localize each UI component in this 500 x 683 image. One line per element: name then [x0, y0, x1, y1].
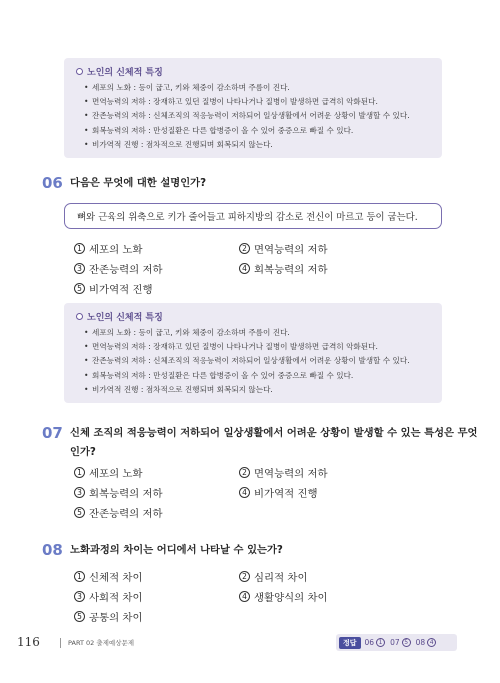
option-mark: 2 [239, 243, 250, 254]
answer-option[interactable] [74, 569, 239, 584]
note-line-text: 회복능력의 저하 : 만성질환은 다른 합병증이 올 수 있어 중증으로 빠질 수 있다. [92, 125, 354, 135]
answer-option[interactable] [74, 241, 239, 256]
note-title-text: 노인의 신체적 특징 [87, 313, 163, 323]
answer-options-06 [74, 238, 404, 298]
option-mark: 3 [74, 263, 85, 274]
note-title [76, 65, 432, 78]
answer-key-item [365, 638, 386, 647]
option-mark: 5 [74, 283, 85, 294]
answer-a: 4 [427, 638, 436, 647]
part-label: PART 02 출제예상문제 [68, 639, 135, 647]
option-text: 사회적 차이 [89, 591, 143, 604]
option-mark: 4 [239, 591, 250, 602]
note-line: • 비가역적 진행 : 점차적으로 진행되며 회복되지 않는다. [76, 383, 432, 397]
note-line: • 잔존능력의 저하 : 신체조직의 적응능력이 저하되어 일상생활에서 어려운 상황이 발생할 수 있다. [76, 109, 432, 123]
note-line: • 회복능력의 저하 : 만성질환은 다른 합병증이 올 수 있어 중증으로 빠질 수 있다. [76, 124, 432, 138]
question-text: 다음은 무엇에 대한 설명인가? [70, 177, 207, 189]
note-line-text: 잔존능력의 저하 : 신체조직의 적응능력이 저하되어 일상생활에서 어려운 상황이 발생할 수 있다. [92, 111, 410, 121]
footer-divider [60, 638, 61, 648]
note-line: • 회복능력의 저하 : 만성질환은 다른 합병증이 올 수 있어 중증으로 빠질 수 있다. [76, 369, 432, 383]
note-line: • 잔존능력의 저하 : 신체조직의 적응능력이 저하되어 일상생활에서 어려운 상황이 발생할 수 있다. [76, 354, 432, 368]
question-06 [42, 174, 206, 193]
answer-option[interactable] [239, 241, 404, 256]
answer-option[interactable] [239, 485, 404, 500]
answer-a: 5 [402, 638, 411, 647]
note-title-text: 노인의 신체적 특징 [87, 68, 163, 78]
answer-option[interactable] [74, 505, 256, 520]
option-mark: 1 [74, 467, 85, 478]
option-mark: 1 [74, 571, 85, 582]
note-line: • 비가역적 진행 : 점차적으로 진행되며 회복되지 않는다. [76, 138, 432, 152]
question-number: 08 [42, 541, 63, 559]
note-line: • 면역능력의 저하 : 장재하고 있던 질병이 나타나거나 질병이 발생하면 급격히 악화된다. [76, 95, 432, 109]
note-line-text: 잔존능력의 저하 : 신체조직의 적응능력이 저하되어 일상생활에서 어려운 상황이 발생할 수 있다. [92, 356, 410, 366]
note-line: • 세포의 노화 : 등이 굽고, 키와 체중이 감소하며 주름이 진다. [76, 81, 432, 95]
option-text: 잔존능력의 저하 [89, 263, 163, 276]
option-mark: 5 [74, 611, 85, 622]
answer-option[interactable] [74, 589, 239, 604]
option-text: 잔존능력의 저하 [89, 507, 163, 520]
option-mark: 2 [239, 571, 250, 582]
note-line-text: 비가역적 진행 : 점차적으로 진행되며 회복되지 않는다. [92, 384, 273, 394]
question-text-cont: 인가? [70, 446, 96, 458]
question-number: 06 [42, 174, 63, 192]
option-mark: 4 [239, 263, 250, 274]
answer-option[interactable] [239, 589, 404, 604]
option-text: 비가역적 진행 [89, 283, 153, 296]
option-mark: 3 [74, 591, 85, 602]
answer-option[interactable] [74, 281, 256, 296]
option-text: 세포의 노화 [89, 243, 143, 256]
option-text: 면역능력의 저하 [254, 243, 328, 256]
option-text: 회복능력의 저하 [89, 487, 163, 500]
answer-key-bar [336, 634, 457, 651]
answer-option[interactable] [74, 465, 239, 480]
option-mark: 5 [74, 507, 85, 518]
note-box-mid [64, 303, 442, 403]
answer-key-item [416, 638, 437, 647]
note-title [76, 310, 432, 323]
question-stem-box [64, 203, 442, 229]
option-text: 공통의 차이 [89, 611, 143, 624]
circle-bullet-icon [76, 68, 83, 75]
answer-options-07 [74, 462, 404, 522]
question-stem-text: 뼈와 근육의 위축으로 키가 줄어들고 피하지방의 감소로 전신이 마르고 등이 굽는다. [77, 212, 418, 223]
option-text: 신체적 차이 [89, 571, 143, 584]
question-text: 노화과정의 차이는 어디에서 나타날 수 있는가? [70, 544, 283, 556]
answer-key-item [390, 638, 411, 647]
question-07 [42, 424, 477, 462]
option-text: 비가역적 진행 [254, 487, 318, 500]
answer-q: 07 [390, 638, 400, 647]
answer-option[interactable] [74, 609, 256, 624]
note-line-text: 면역능력의 저하 : 장재하고 있던 질병이 나타나거나 질병이 발생하면 급격히 악화된다. [92, 97, 378, 107]
option-text: 심리적 차이 [254, 571, 308, 584]
note-line-text: 세포의 노화 : 등이 굽고, 키와 체중이 감소하며 주름이 진다. [92, 328, 290, 337]
option-text: 세포의 노화 [89, 467, 143, 480]
question-number: 07 [42, 424, 63, 442]
option-mark: 2 [239, 467, 250, 478]
note-box-top [64, 58, 442, 158]
note-line-text: 비가역적 진행 : 점차적으로 진행되며 회복되지 않는다. [92, 139, 273, 149]
answer-option[interactable] [74, 485, 239, 500]
option-text: 생활양식의 차이 [254, 591, 328, 604]
answer-q: 08 [415, 638, 426, 647]
answer-option[interactable] [239, 465, 404, 480]
note-line-text: 세포의 노화 : 등이 굽고, 키와 체중이 감소하며 주름이 진다. [92, 83, 290, 92]
answer-option[interactable] [239, 261, 404, 276]
option-mark: 3 [74, 487, 85, 498]
page-footer [17, 634, 480, 654]
option-mark: 1 [74, 243, 85, 254]
page-number: 116 [17, 635, 40, 649]
circle-bullet-icon [76, 313, 83, 320]
option-text: 회복능력의 저하 [254, 263, 328, 276]
answer-q: 06 [364, 638, 375, 647]
answer-option[interactable] [239, 569, 404, 584]
answer-a: 1 [376, 638, 385, 647]
note-line-text: 면역능력의 저하 : 장재하고 있던 질병이 나타나거나 질병이 발생하면 급격히 악화된다. [92, 342, 378, 352]
answer-option[interactable] [74, 261, 239, 276]
note-line: • 면역능력의 저하 : 장재하고 있던 질병이 나타나거나 질병이 발생하면 급격히 악화된다. [76, 340, 432, 354]
note-line: • 세포의 노화 : 등이 굽고, 키와 체중이 감소하며 주름이 진다. [76, 326, 432, 340]
answer-key-label: 정답 [339, 637, 361, 649]
option-text: 면역능력의 저하 [254, 467, 328, 480]
option-mark: 4 [239, 487, 250, 498]
answer-options-08 [74, 566, 404, 626]
note-line-text: 회복능력의 저하 : 만성질환은 다른 합병증이 올 수 있어 중증으로 빠질 수 있다. [92, 370, 354, 380]
question-text: 신체 조직의 적응능력이 저하되어 일상생활에서 어려운 상황이 발생할 수 있는 특성은 무엇 [70, 427, 478, 439]
question-08 [42, 541, 283, 560]
